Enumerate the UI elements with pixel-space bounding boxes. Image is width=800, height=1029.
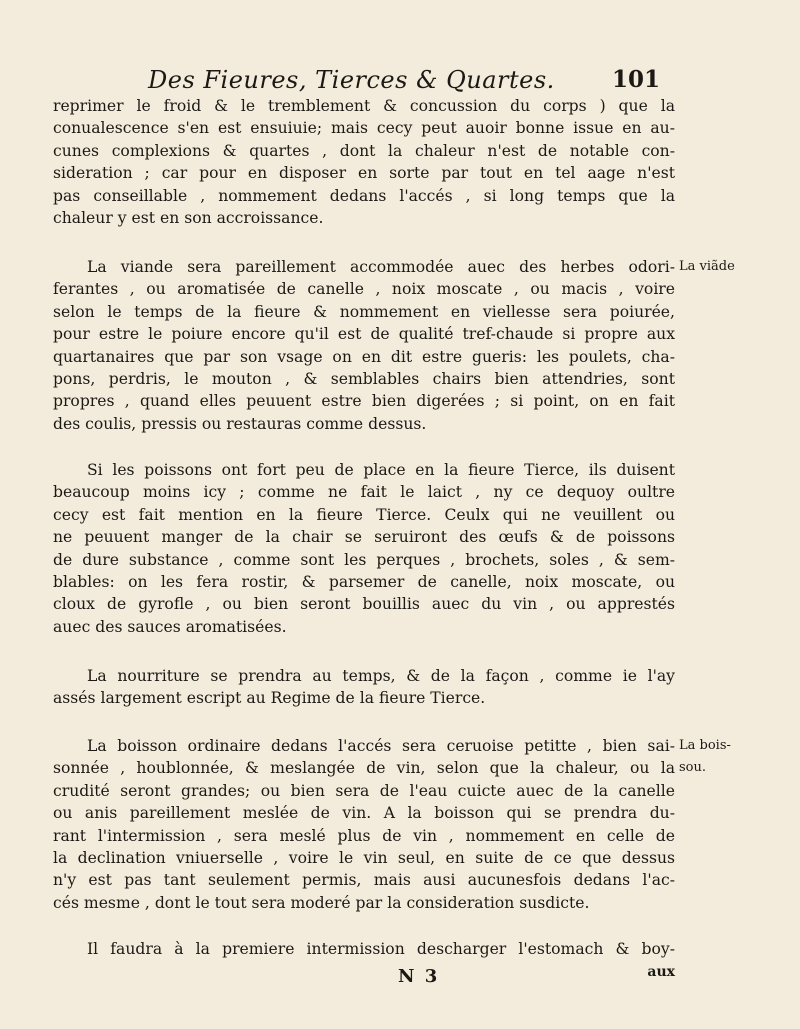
page-header: [60, 66, 660, 96]
text-line: cés mesme , dont le tout sera moderé par la consideration susdicte.: [53, 893, 590, 912]
text-line: cunes complexions & quartes , dont la chaleur n'est de notable con-: [53, 141, 675, 160]
text-line: selon le temps de la fieure & nommement en viellesse sera poiurée,: [53, 302, 675, 321]
text-line: pour estre le poiure encore qu'il est de qualité tref-chaude si propre aux: [53, 325, 675, 344]
text-line: ne peuuent manger de la chair se seruiront des œufs & de poissons: [53, 528, 675, 547]
text-line: la declination vniuerselle , voire le vin seul, en suite de ce que dessus: [53, 848, 675, 867]
text-line: cecy est fait mention en la fieure Tierce. Ceulx qui ne veuillent ou: [53, 505, 675, 524]
text-line: conualescence s'en est ensuiuie; mais cecy peut auoir bonne issue en au-: [53, 119, 675, 138]
text-line: Si les poissons ont fort peu de place en la fieure Tierce, ils duisent: [87, 461, 675, 479]
text-line: sonnée , houblonnée, & meslangée de vin, selon que la chaleur, ou la: [53, 759, 675, 778]
text-line: pons, perdris, le mouton , & semblables chairs bien attendries, sont: [53, 369, 675, 388]
text-line: cloux de gyrofle , ou bien seront bouillis auec du vin , ou apprestés: [53, 595, 675, 614]
text-line: rant l'intermission , sera meslé plus de vin , nommement en celle de: [53, 826, 675, 845]
text-line: beaucoup moins icy ; comme ne fait le laict , ny ce dequoy oultre: [53, 483, 675, 502]
text-line: La boisson ordinaire dedans l'accés sera ceruoise petitte , bien sai-: [87, 737, 675, 755]
signature-mark: N 3: [398, 966, 440, 987]
text-line: chaleur y est en son accroissance.: [53, 208, 324, 227]
text-line: n'y est pas tant seulement permis, mais ausi aucunesfois dedans l'ac-: [53, 871, 675, 890]
running-head: Des Fieures, Tierces & Quartes.: [148, 66, 555, 94]
text-line: des coulis, pressis ou restauras comme dessus.: [53, 414, 427, 433]
paragraph-2: [53, 256, 675, 435]
margin-note-boisson: La bois-: [679, 738, 731, 753]
paragraph-6: [53, 938, 675, 960]
paragraph-5: [53, 735, 675, 914]
text-line: propres , quand elles peuuent estre bien digerées ; si point, on en fait: [53, 392, 675, 411]
text-line: Il faudra à la premiere intermission descharger l'estomach & boy-: [87, 940, 675, 958]
text-line: auec des sauces aromatisées.: [53, 617, 287, 636]
page-number: 101: [611, 66, 660, 93]
text-line: ou anis pareillement meslée de vin. A la boisson qui se prendra du-: [53, 804, 675, 823]
text-line: sideration ; car pour en disposer en sorte par tout en tel aage n'est: [53, 164, 675, 183]
text-line: assés largement escript au Regime de la fieure Tierce.: [53, 689, 486, 708]
paragraph-3: [53, 459, 675, 638]
text-line: quartanaires que par son vsage on en dit estre gueris: les poulets, cha-: [53, 347, 675, 366]
text-line: ferantes , ou aromatisée de canelle , noix moscate , ou macis , voire: [53, 280, 675, 299]
text-line: pas conseillable , nommement dedans l'accés , si long temps que la: [53, 186, 675, 205]
text-line: La nourriture se prendra au temps, & de la façon , comme ie l'ay: [87, 667, 675, 685]
text-line: reprimer le froid & le tremblement & concussion du corps ) que la: [53, 97, 675, 115]
text-line: crudité seront grandes; ou bien sera de l'eau cuicte auec de la canelle: [53, 781, 675, 800]
margin-note-boisson-cont: sou.: [679, 760, 707, 775]
text-line: de dure substance , comme sont les perques , brochets, soles , & sem-: [53, 550, 675, 569]
page-footer: [53, 960, 675, 1020]
margin-note-viande: La viãde: [679, 259, 735, 274]
paragraph-1: [53, 95, 675, 229]
catchword: aux: [647, 964, 675, 980]
text-line: blables: on les fera rostir, & parsemer de canelle, noix moscate, ou: [53, 572, 675, 591]
paragraph-4: [53, 665, 675, 710]
text-line: La viande sera pareillement accommodée auec des herbes odori-: [87, 258, 675, 276]
